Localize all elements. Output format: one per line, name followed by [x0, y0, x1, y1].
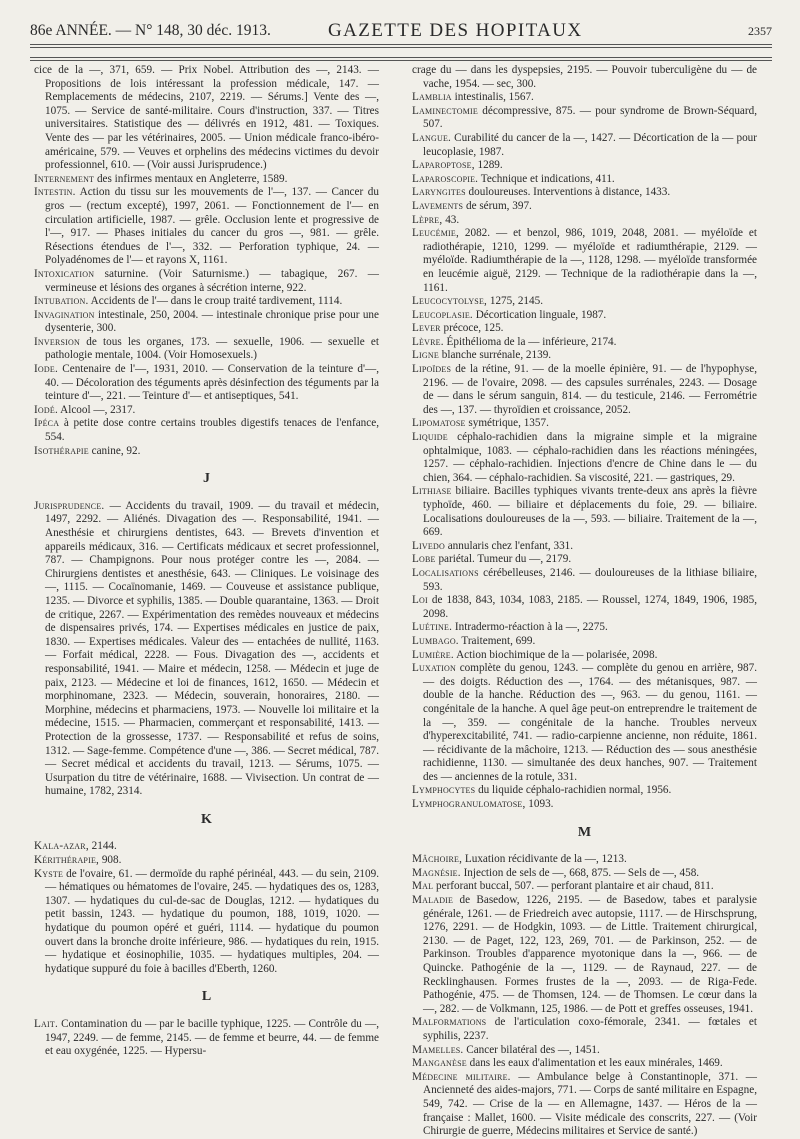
entry-text: intestinalis, 1567. — [451, 91, 534, 104]
left-column — [34, 64, 379, 1059]
section-letter: J — [203, 471, 210, 487]
entry-heading: Lumbago. — [412, 634, 459, 647]
entry-text: de la rétine, 91. — de la moelle épinière, 91. — de l'hypophyse, 2196. — de l'ovaire, 2098. — des capsules surrénales, 2243. — Dosage de — dans le sérum sanguin, 814. — du testicule, 2146. — Ferrométrie des —, 137. — thyroïdien et croissance, 2052. — [423, 363, 757, 416]
entry-heading: Iode. — [34, 363, 58, 376]
entry-heading: Lipomatose — [412, 417, 466, 430]
index-entry — [412, 1044, 757, 1058]
entry-heading: Isothérapie — [34, 444, 89, 457]
entry-text: Technique et indications, 411. — [478, 172, 615, 185]
index-entry — [34, 840, 379, 854]
entry-heading: Livedo — [412, 539, 445, 552]
section-letter: L — [201, 989, 212, 1005]
index-entry — [412, 173, 757, 187]
index-entry — [412, 880, 757, 894]
index-entry — [34, 309, 379, 336]
index-entry — [34, 500, 379, 799]
entry-text: cérébelleuses, 2146. — douloureuses de la lithiase biliaire, 593. — [423, 566, 757, 593]
entry-text: saturnine. (Voir Saturnisme.) — tabagique, 267. — vermineuse et lésions des organes à sécrétion interne, 922. — [45, 267, 379, 294]
entry-text: de 1838, 843, 1034, 1083, 2185. — Roussel, 1274, 1849, 1906, 1985, 2098. — [423, 594, 757, 620]
entry-text: blanche surrénale, 2139. — [438, 349, 552, 362]
entry-text: Action biochimique de la — polarisée, 2098. — [453, 648, 658, 661]
page-number: 2357 — [748, 24, 772, 38]
entry-text: Centenaire de l'—, 1931, 2010. — Conservation de la teinture d'—, 40. — Décoloration des téguments après désinfection des téguments par la teinture d'—, 221. — Teinture d'— et antiseptiques, 541. — [45, 363, 379, 403]
index-entry — [412, 1071, 757, 1139]
header-rule — [30, 57, 772, 58]
entry-text: annularis chez l'enfant, 331. — [444, 539, 574, 552]
entry-heading: Leucémie, — [412, 227, 459, 240]
entry-text: perforant buccal, 507. — perforant plantaire et air chaud, 811. — [433, 880, 714, 893]
index-entry — [412, 363, 757, 417]
entry-text: de l'ovaire, 61. — dermoïde du raphé périnéal, 443. — du sein, 2109. — hématiques ou hématomes de l'ovaire, 245. — hydatiques des os, 1283, 1307. — hydatiques du cul-de-sac de Douglas, 1212. — hydatiques du petit bassin, 1243. — hydatique du poumon, 188, 1019, 1020. — hydatique du poumon opéré et guéri, 1114. — hydatique du poumon ouvert dans la bronche droite inférieure, 986. — hydatiques du rein, 1915. — hydatique et éosinophilie, 1035. — hydatiques multiples, 204. — hydatique suppuré du foie à bacilles d'Eberth, 1260. — [45, 867, 379, 975]
index-entry — [412, 621, 757, 635]
entry-text: céphalo-rachidien dans la migraine simple et la migraine ophtalmique, 1083. — céphalo-rachidien dans les réactions méningées, 1257. — céphalo-rachidien. Injections d'encre de Chine dans le — du chien, 364. — céphalo-rachidien. Sa viscosité, 221. — gastriques, 29. — [423, 431, 757, 484]
entry-heading: Mâchoire, — [412, 853, 463, 866]
journal-title: GAZETTE DES HOPITAUX — [328, 20, 583, 41]
index-entry — [412, 540, 757, 554]
index-entry — [412, 431, 757, 485]
entry-text: Luxation récidivante de la —, 1213. — [462, 853, 627, 866]
entry-heading: Kérithérapie, — [34, 854, 100, 867]
index-entry — [34, 363, 379, 404]
entry-text: Alcool —, 2317. — [57, 403, 136, 416]
entry-heading: Leucocytolyse, — [412, 295, 488, 308]
entry-heading: Maladie — [412, 894, 454, 907]
entry-text: — Ambulance belge à Constantinople, 371. — Ancienneté des aides-majors, 771. — Corps de santé militaire en Espagne, 549, 742. — Crise de la — en Allemagne, 1437. — Héros de la — française : Mallet, 1600. — Visite médicale des conscrits, 227. — (Voir Chirurgie de guerre, Médecins militaires et Service de santé.) — [423, 1070, 757, 1138]
entry-heading: Lever — [412, 322, 441, 335]
entry-text: — Accidents du travail, 1909. — du travail et médecin, 1497, 2292. — Aliénés. Divagation des —. Responsabilité, 1941. — Anesthésie et chirurgiens dentistes, 643. — Brevets d'invention et appareils médicaux, 316. — Certificats médicaux et secret professionnel, 787. — Champignons. Pour nous protéger contre les —, 2084. — Chirurgiens dentistes et anesthésie, 643. — Cliniques. Le voisinage des —, 1115. — Cocaïnomanie, 1469. — Couveuse et assistance publique, 1235. — Divorce et syphilis, 1385. — Double quarantaine, 1363. — Droit de critique, 2267. — Expérimentation des remèdes nouveaux et médecins de dispensaires privés, 174. — Expertises médicales en justice de paix, 1830. — Expertises médicales. Valeur des — entachées de nullité, 1163. — Forfait médical, 2228. — Fous. Divagation des —, accidents et responsabilité, 1941. — Maire et médecin, 1258. — Médecin et juge de paix, 2123. — Médecine et loi de finances, 1612, 1650. — Médecin et morphinomane, 2323. — Médecin, souverain, honoraires, 2180. — Morphine, médecins et pharmaciens, 1973. — Nouvelle loi militaire et la médecine, 1515. — Pharmacien, commerçant et responsabilité, 1413. — Protection de la grossesse, 1737. — Responsabilité et refus de soins, 1312. — Sage-femme. Compétence d'une —, 386. — Secret médical, 787. — Secret médical et accidents du travail, 1213. — Sérums, 1075. — Usurpation du titre de vétérinaire, 1688. — Vivisection. Un contrat de — humaine, 1782, 2314. — [45, 499, 379, 798]
entry-heading: Inversion — [34, 335, 80, 348]
entry-text: Curabilité du cancer de la —, 1427. — Décortication de la — pour leucoplasie, 1987. — [423, 131, 757, 158]
index-entry — [34, 336, 379, 363]
entry-heading: Liquide — [412, 431, 448, 444]
entry-heading: Leucoplasie. — [412, 308, 473, 321]
entry-text: de sérum, 397. — [463, 199, 532, 212]
entry-heading: Lavements — [412, 199, 464, 212]
index-entry — [34, 173, 379, 187]
entry-text: Épithélioma de la — inférieure, 2174. — [443, 335, 617, 348]
entry-heading: Lamblia — [412, 91, 452, 104]
entry-text: symétrique, 1357. — [465, 417, 549, 430]
entry-text: complète du genou, 1243. — complète du genou en arrière, 987. — des doigts. Réduction des —, 1764. — des métanisques, 987. — double de la hanche. Réduction des —, 963. — du genou, 1161. — congénitale de la hanche. A quel âge peut-on entreprendre le traitement de la —, 359. — congénitale de la hanche. Troubles nerveux d'hyperexcitabilité, 741. — radio-carpienne ancienne, non réduite, 1861. — récidivante de la mâchoire, 1213. — Réduction des — sous anesthésie rachidienne, 1130. — simultanée des deux hanches, 907. — Traitement des — anciennes de la rotule, 331. — [423, 662, 757, 783]
index-entry — [34, 417, 379, 444]
entry-text: intestinale, 250, 2004. — intestinale chronique prise pour une dysenterie, 300. — [45, 308, 379, 335]
index-entry — [412, 309, 757, 323]
index-entry — [412, 295, 757, 309]
entry-text: 908. — [99, 854, 122, 867]
index-entry — [412, 649, 757, 663]
index-entry — [412, 1057, 757, 1071]
entry-heading: Mamelles. — [412, 1043, 464, 1056]
index-entry — [34, 404, 379, 418]
entry-heading: Internement — [34, 172, 95, 185]
section-letter: K — [201, 811, 212, 827]
index-entry — [412, 227, 757, 295]
entry-text: Cancer bilatéral des —, 1451. — [463, 1043, 600, 1056]
issue-info: 86e ANNÉE. — N° 148, 30 déc. 1913. — [30, 22, 271, 39]
entry-heading: Luxation — [412, 662, 456, 675]
entry-text: 1289. — [474, 159, 503, 172]
entry-heading: Intestin. — [34, 186, 76, 199]
entry-heading: Intoxication — [34, 267, 95, 280]
index-entry — [412, 417, 757, 431]
index-entry — [412, 867, 757, 881]
index-entry — [412, 200, 757, 214]
page-header — [30, 22, 772, 44]
index-entry — [412, 553, 757, 567]
index-entry — [34, 854, 379, 868]
entry-heading: Ligne — [412, 349, 439, 362]
entry-text: crage du — dans les dyspepsies, 2195. — Pouvoir tuberculigène du — de vache, 1954. — sec, 300. — [412, 64, 757, 90]
entry-heading: Lipoïdes — [412, 363, 452, 376]
entry-text: Contamination du — par le bacille typhique, 1225. — Contrôle du —, 1947, 2249. — de femme, 2145. — de femme et beurre, 44. — de femme et eau oxygénée, 1225. — Hypersu- — [45, 1018, 379, 1058]
entry-text: 43. — [442, 213, 460, 226]
entry-heading: Lobe — [412, 553, 436, 566]
entry-heading: Luétine. — [412, 621, 453, 634]
entry-heading: Laparoptose, — [412, 159, 475, 172]
entry-heading: Médecine militaire. — [412, 1070, 511, 1083]
entry-text: de Basedow, 1226, 2195. — de Basedow, tabes et paralysie générale, 1261. — de Friedreich avec autopsie, 1117. — de Hirschsprung, 1276, 2291. — de Hodgkin, 1093. — de Little. Traitement chirurgical, 2130. — de Paget, 122, 123, 269, 701. — de Parkinson, 252. — de Parkinson. Troubles d'apparence myotonique dans la —, 966. — de Quincke. Pathogénie de la —, 1129. — de Raynaud, 227. — de Recklinghausen. Formes frustes de la —, 2093. — de Riga-Fede. Pathogénie, 475. — de Thomsen, 124. — de Thomsen. Le cœur dans la —, 282. — de Volkmann, 125, 1986. — de Pott et greffes osseuses, 1941. — [423, 894, 757, 1015]
index-entry — [412, 336, 757, 350]
entry-heading: Localisations — [412, 566, 479, 579]
entry-heading: Lymphocytes — [412, 784, 476, 797]
index-entry — [412, 853, 757, 867]
entry-text: cice de la —, 371, 659. — Prix Nobel. Attribution des —, 2143. — Propositions de lois intéressant la profession médicale, 147. — Remplacements de médecins, 2107, 2219. — Sérums.] Vente des —, 1075. — Service de santé-militaire. Cours d'instruction, 337. — Titres universitaires. Statistique des — délivrés en 1912, 481. — Toxiques. Vente des — par les vétérinaires, 2005. — Union médicale franco-ibéro-américaine, 579. — Veuves et orphelins des médecins victimes du devoir professionnel, 610. — (Voir aussi Jurisprudence.) — [34, 64, 379, 172]
entry-text: de tous les organes, 173. — sexuelle, 1906. — sexuelle et pathologie mentale, 1004. (Voir Homosexuels.) — [45, 335, 379, 362]
entry-text: Injection de sels de —, 668, 875. — Sels de —, 458. — [460, 866, 700, 879]
index-entry — [412, 64, 757, 91]
entry-text: du liquide céphalo-rachidien normal, 1956. — [475, 784, 672, 797]
entry-text: à petite dose contre certains troubles digestifs tenaces de l'enfance, 554. — [45, 417, 379, 444]
index-entry — [412, 159, 757, 173]
index-entry — [412, 894, 757, 1016]
entry-heading: Magnésie. — [412, 866, 461, 879]
entry-text: Accidents de l'— dans le croup traité tardivement, 1114. — [88, 295, 343, 308]
entry-heading: Jurisprudence. — [34, 499, 105, 512]
entry-text: 2082. — et benzol, 986, 1019, 2048, 2081. — myéloïde et radiothérapie, 1210, 1299. — myéloïde et radiumthérapie, 2129. — myéloïde. Radiumthérapie de la —, 1128, 1298. — myéloïde transformée en leucémie aiguë, 2129. — Technique de la radiothérapie dans la —, 1161. — [423, 227, 757, 294]
entry-heading: Lithiase — [412, 485, 452, 498]
entry-text: Décortication linguale, 1987. — [472, 308, 607, 321]
entry-heading: Mal — [412, 880, 434, 893]
index-entry — [412, 214, 757, 228]
entry-text: biliaire. Bacilles typhiques vivants trente-deux ans après la fièvre typhoïde, 460. — biliaire et déplacements du foie, 29. — biliaire. Localisations douloureuses de la —, 593. — biliaire. Traitement de la —, 669. — [423, 485, 757, 539]
entry-text: décompressive, 875. — pour syndrome de Brown-Séquard, 507. — [423, 104, 757, 131]
entry-heading: Manganèse — [412, 1057, 467, 1070]
entry-text: Traitement, 699. — [458, 634, 536, 647]
index-entry — [412, 1016, 757, 1043]
entry-text: Intradermo-réaction à la —, 2275. — [452, 621, 608, 634]
index-entry — [412, 132, 757, 159]
entry-heading: Kyste — [34, 867, 64, 880]
header-rule — [30, 60, 772, 61]
entry-heading: Laryngites — [412, 186, 466, 199]
entry-heading: Malformations — [412, 1016, 487, 1029]
header-rule — [30, 47, 772, 48]
entry-text: canine, 92. — [88, 444, 141, 457]
index-entry — [34, 1018, 379, 1059]
entry-text: 1275, 2145. — [487, 295, 543, 308]
entry-text: pariétal. Tumeur du —, 2179. — [435, 553, 572, 566]
right-column — [412, 64, 757, 1139]
index-entry — [412, 349, 757, 363]
index-entry — [412, 105, 757, 132]
index-entry — [34, 268, 379, 295]
index-entry — [412, 784, 757, 798]
index-entry — [412, 798, 757, 812]
entry-heading: Loi — [412, 594, 428, 607]
entry-heading: Lèvre. — [412, 335, 444, 348]
entry-heading: Invagination — [34, 308, 95, 321]
entry-heading: Intubation. — [34, 295, 89, 308]
index-entry — [412, 322, 757, 336]
entry-text: 1093. — [525, 798, 554, 811]
entry-heading: Lumière. — [412, 648, 454, 661]
entry-text: Action du tissu sur les mouvements de l'—, 137. — Cancer du gros — (rectum excepté), 1997, 2061. — Fonctionnement de l'— en circulation artificielle, 1987. — grêle. Occlusion lente et progressive de l'—, 917. — Phases initiales du cancer du gros —, 981. — grêle. Résections étendues de l'—, 332. — Perforation typhique, 24. — Polyadénomes de l'— et rayons X, 1161. — [45, 186, 379, 267]
section-letter: M — [577, 824, 592, 840]
index-entry — [34, 186, 379, 268]
entry-heading: Iodé. — [34, 403, 58, 416]
index-entry — [412, 186, 757, 200]
entry-text: de l'articulation coxo-fémorale, 2341. — fœtales et syphilis, 2237. — [423, 1016, 757, 1042]
entry-text: des infirmes mentaux en Angleterre, 1589. — [94, 172, 288, 185]
header-rule — [30, 44, 772, 45]
index-entry — [34, 64, 379, 173]
entry-heading: Lèpre, — [412, 213, 443, 226]
index-entry — [412, 91, 757, 105]
entry-heading: Laparoscopie. — [412, 172, 479, 185]
index-entry — [412, 567, 757, 594]
entry-heading: Laminectomie — [412, 104, 478, 117]
index-entry — [34, 445, 379, 459]
entry-heading: Lymphogranulomatose, — [412, 798, 526, 811]
entry-text: précoce, 125. — [440, 322, 504, 335]
entry-heading: Kala-azar, — [34, 840, 89, 853]
index-entry — [34, 868, 379, 977]
index-entry — [34, 295, 379, 309]
index-entry — [412, 594, 757, 621]
entry-text: 2144. — [88, 840, 117, 853]
entry-heading: Langue. — [412, 131, 452, 144]
index-entry — [412, 635, 757, 649]
entry-text: dans les eaux d'alimentation et les eaux minérales, 1469. — [466, 1057, 723, 1070]
index-entry — [412, 662, 757, 784]
entry-heading: Lait. — [34, 1018, 58, 1030]
entry-text: douloureuses. Interventions à distance, 1433. — [465, 186, 671, 199]
entry-heading: Ipéca — [34, 417, 60, 430]
index-entry — [412, 485, 757, 539]
